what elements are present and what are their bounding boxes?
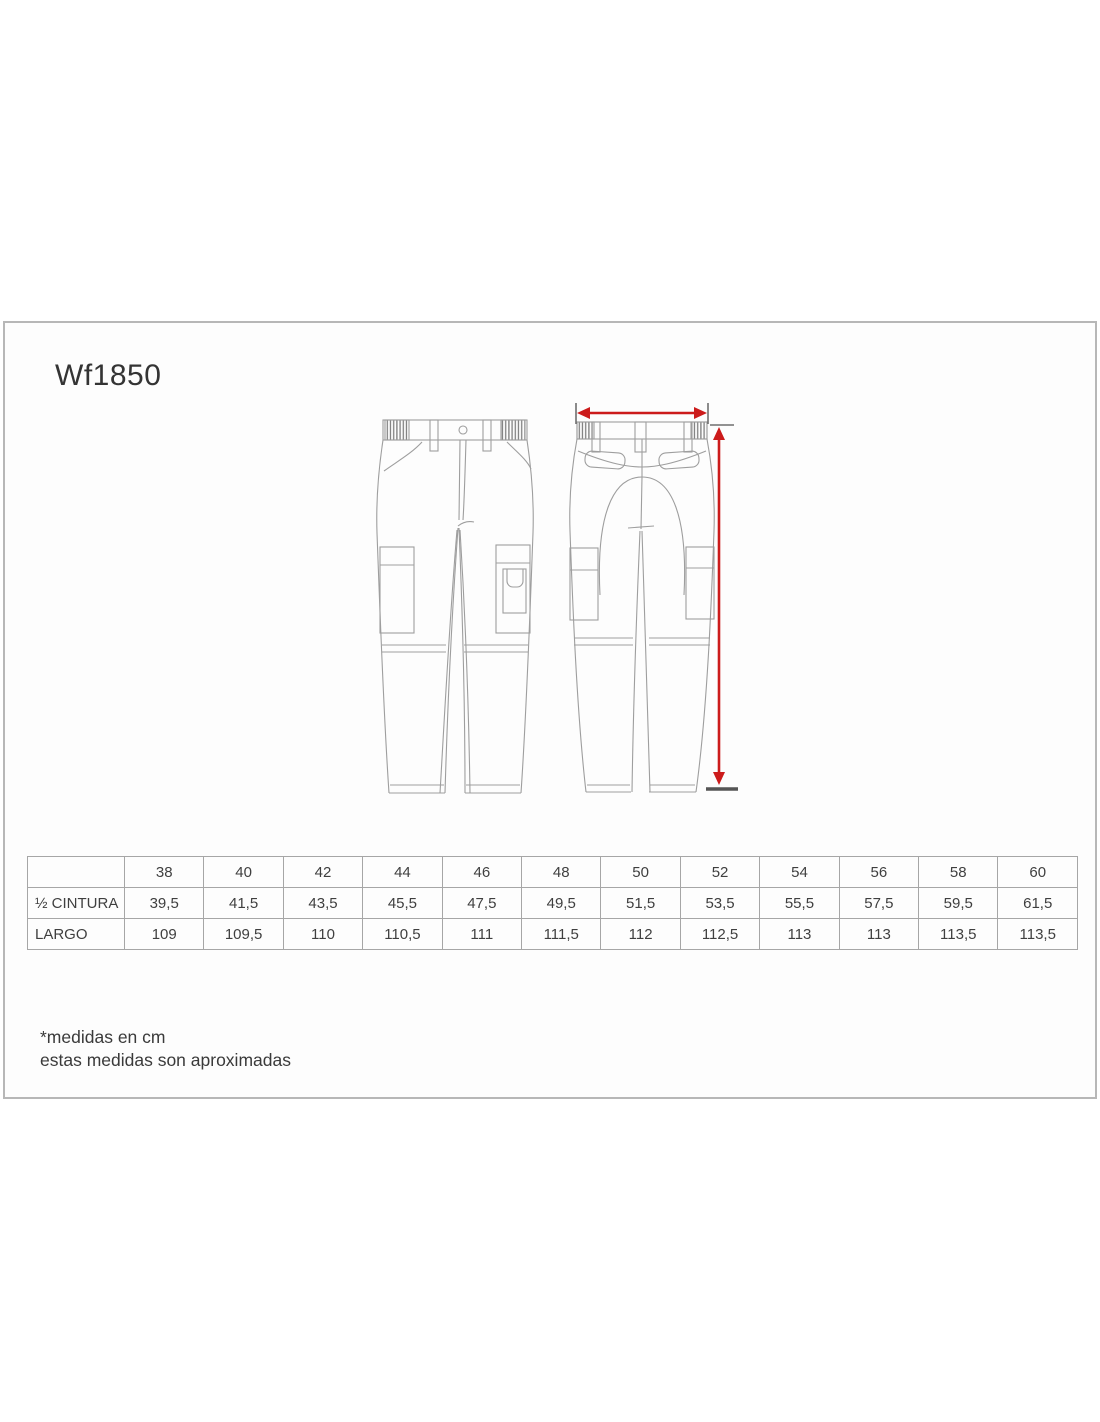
measurement-value-cell: 49,5 <box>522 888 601 919</box>
product-code: Wf1850 <box>55 359 162 392</box>
measurement-value-cell: 57,5 <box>839 888 918 919</box>
measurement-notes <box>40 1026 291 1072</box>
measurement-value-cell: 111 <box>442 919 521 950</box>
measurement-value-cell: 110,5 <box>363 919 442 950</box>
measurement-value-cell: 113 <box>839 919 918 950</box>
measurement-value-cell: 112 <box>601 919 680 950</box>
note-units: *medidas en cm <box>40 1027 166 1047</box>
measurement-value-cell: 47,5 <box>442 888 521 919</box>
measurement-value-cell: 55,5 <box>760 888 839 919</box>
pants-back-drawing <box>570 422 714 792</box>
measurement-value-cell: 109 <box>125 919 204 950</box>
size-column-header: 46 <box>442 857 521 888</box>
measurement-value-cell: 45,5 <box>363 888 442 919</box>
size-column-header: 58 <box>919 857 998 888</box>
measurement-value-cell: 113,5 <box>998 919 1078 950</box>
measurement-row-label: ½ CINTURA <box>28 888 125 919</box>
measurement-value-cell: 113 <box>760 919 839 950</box>
measurement-value-cell: 109,5 <box>204 919 283 950</box>
size-header-row <box>28 857 1078 888</box>
measurement-value-cell: 110 <box>283 919 362 950</box>
size-table <box>27 856 1078 950</box>
size-column-header: 48 <box>522 857 601 888</box>
measurement-value-cell: 111,5 <box>522 919 601 950</box>
measurement-value-cell: 112,5 <box>680 919 759 950</box>
size-column-header: 56 <box>839 857 918 888</box>
pants-front-drawing <box>377 420 534 793</box>
note-approx: estas medidas son aproximadas <box>40 1050 291 1070</box>
measurement-value-cell: 51,5 <box>601 888 680 919</box>
measurement-value-cell: 41,5 <box>204 888 283 919</box>
size-column-header: 40 <box>204 857 283 888</box>
size-column-header: 60 <box>998 857 1078 888</box>
size-column-header: 38 <box>125 857 204 888</box>
size-column-header: 50 <box>601 857 680 888</box>
measurement-value-cell: 113,5 <box>919 919 998 950</box>
size-chart-panel <box>3 321 1097 1099</box>
measurement-value-cell: 43,5 <box>283 888 362 919</box>
measurement-row-label: LARGO <box>28 919 125 950</box>
size-table-row <box>28 919 1078 950</box>
measurement-value-cell: 39,5 <box>125 888 204 919</box>
size-table-row <box>28 888 1078 919</box>
measurement-value-cell: 53,5 <box>680 888 759 919</box>
size-column-header: 52 <box>680 857 759 888</box>
size-column-header: 54 <box>760 857 839 888</box>
measurement-value-cell: 59,5 <box>919 888 998 919</box>
pants-technical-drawing <box>370 395 760 815</box>
waist-measure-arrow <box>576 403 708 424</box>
size-column-header: 42 <box>283 857 362 888</box>
size-table-corner-cell <box>28 857 125 888</box>
size-column-header: 44 <box>363 857 442 888</box>
measurement-value-cell: 61,5 <box>998 888 1078 919</box>
